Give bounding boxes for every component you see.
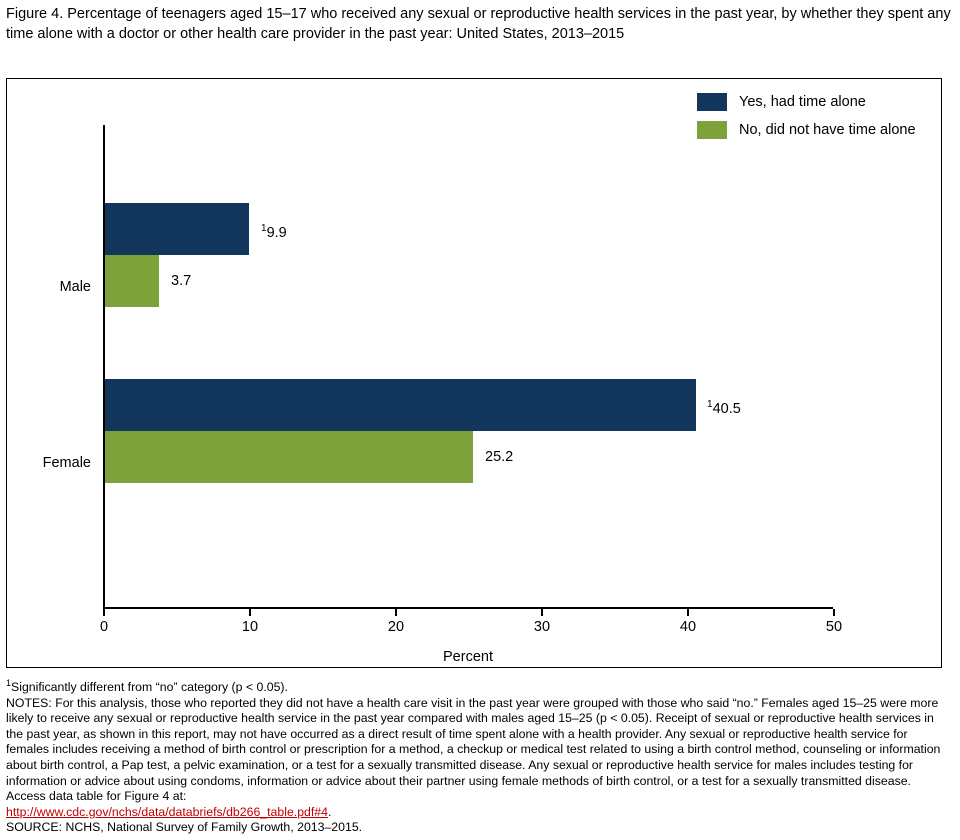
x-tick-label-0: 0 (99, 619, 109, 635)
bar-superscript-female-yes: 1 (707, 399, 713, 410)
footnote-significance-text: Significantly different from “no” category (p < 0.05). (11, 680, 288, 695)
y-axis-line (103, 125, 105, 607)
bar-male-yes (105, 203, 249, 255)
legend-label-no: No, did not have time alone (739, 122, 916, 138)
footnote-link-line (6, 805, 950, 821)
x-axis-line (103, 607, 833, 609)
bar-value-male-yes: 9.9 (266, 224, 287, 241)
bar-label-male-no (171, 273, 191, 289)
x-tick-20 (395, 609, 397, 616)
data-table-link[interactable]: http://www.cdc.gov/nchs/data/databriefs/db266_table.pdf#4 (6, 804, 328, 819)
footnote-link-period: . (327, 804, 332, 819)
x-tick-label-20: 20 (387, 619, 405, 635)
bar-label-female-yes (707, 397, 741, 417)
x-tick-30 (541, 609, 543, 616)
footnotes (6, 676, 950, 836)
x-tick-label-50: 50 (825, 619, 843, 635)
x-tick-50 (833, 609, 835, 616)
bar-value-female-no: 25.2 (485, 449, 514, 465)
x-axis-title: Percent (443, 649, 493, 665)
bar-female-yes (105, 379, 696, 431)
legend-item-yes (697, 93, 916, 111)
bar-female-no (105, 431, 473, 483)
legend-swatch-yes (697, 93, 727, 111)
legend-label-yes: Yes, had time alone (739, 94, 866, 110)
footnote-significance-marker: 1 (6, 678, 12, 688)
bar-superscript-male-yes: 1 (261, 223, 267, 234)
bar-value-male-no: 3.7 (171, 273, 192, 289)
x-tick-label-40: 40 (679, 619, 697, 635)
footnote-source: SOURCE: NCHS, National Survey of Family Growth, 2013–2015. (6, 820, 363, 835)
bar-label-male-yes (261, 221, 287, 241)
footnote-significance (6, 676, 950, 696)
plot-area (42, 125, 843, 665)
x-tick-0 (103, 609, 105, 616)
figure-title: Figure 4. Percentage of teenagers aged 15–17 who received any sexual or reproductive health services in the past year, by whether they spent any time alone with a doctor or other health care provider in the past year: United States, 2013–2015 (6, 6, 951, 42)
x-tick-label-30: 30 (533, 619, 551, 635)
bar-label-female-no (485, 449, 513, 465)
group-label-male: Male (59, 279, 91, 295)
x-tick-10 (249, 609, 251, 616)
bar-value-female-yes: 40.5 (712, 400, 741, 417)
x-tick-label-10: 10 (241, 619, 259, 635)
x-tick-40 (687, 609, 689, 616)
chart-frame (6, 78, 942, 668)
bar-male-no (105, 255, 159, 307)
footnote-notes: NOTES: For this analysis, those who reported they did not have a health care visit in the past year were grouped with those who said “no.” Females aged 15–25 were more likely to receive any sexual or reproductive health service in the past year compared with males aged 15–25 (p < 0.05). Receipt of sexual or reproductive health services in the past year, as shown in this report, may not have occurred as a direct result of time spent alone with a health provider. Any sexual or reproductive health service for females includes receiving a method of birth control or prescription for a method, a checkup or medical test related to using a birth control method, counseling or information about birth control, a Pap test, a pelvic examination, or a test for a sexually transmitted disease. Any sexual or reproductive health service for males includes testing for information or advice about using condoms, information or advice about their partner using female methods of birth control, or a test for a sexually transmitted disease. Access data table for Figure 4 at: (6, 695, 941, 804)
group-label-female: Female (42, 455, 91, 471)
